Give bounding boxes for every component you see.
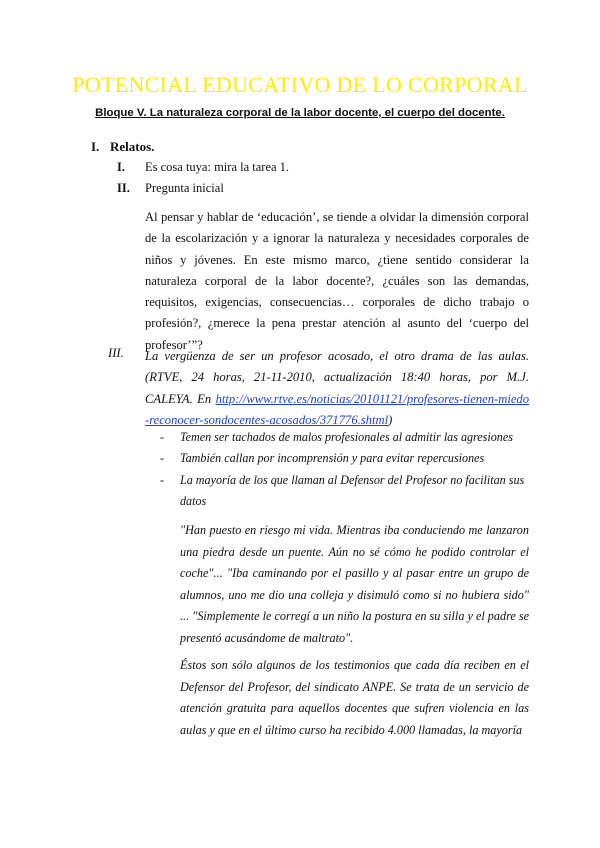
news-reference-text: La vergüenza de ser un profesor acosado, el otro drama de las aulas. (RTVE, 24 horas, 21-11-2010, actualización 18:40 horas, por M.J. CALEYA. En bbox=[145, 349, 529, 406]
news-reference-close: ) bbox=[388, 412, 393, 427]
bullet-marker: - bbox=[160, 472, 165, 487]
section-number: I. bbox=[91, 139, 100, 154]
bullet-marker: - bbox=[160, 430, 165, 444]
bullet-list bbox=[160, 427, 530, 512]
document-subtitle: Bloque V. La naturaleza corporal de la labor docente, el cuerpo del docente. bbox=[95, 107, 505, 119]
testimony-paragraph: Éstos son sólo algunos de los testimonios que cada día reciben en el Defensor del Profesor, del sindicato ANPE. Se trata de un servicio de atención gratuita para aquellos docentes que sufren violencia en las aulas y que en el último curso ha recibido 4.000 llamadas, la mayoría bbox=[180, 658, 529, 737]
bullet-text: La mayoría de los que llaman al Defensor del Profesor no facilitan sus datos bbox=[180, 472, 525, 508]
item-text: Pregunta inicial bbox=[145, 181, 224, 195]
list-item bbox=[160, 427, 530, 448]
section-label: Relatos. bbox=[110, 139, 155, 154]
news-reference bbox=[145, 346, 529, 431]
bullet-text: Temen ser tachados de malos profesionales al admitir las agresiones bbox=[180, 430, 513, 444]
item-number: III. bbox=[108, 346, 124, 360]
item-number: II. bbox=[117, 181, 130, 195]
item-number: I. bbox=[117, 160, 125, 174]
document-title: POTENCIAL EDUCATIVO DE LO CORPORAL bbox=[72, 72, 528, 97]
news-link[interactable]: http://www.rtve.es/noticias/20101121/profesores-tienen-miedo-reconocer-sondocentes-acosados/371776.shtml bbox=[145, 391, 529, 427]
bullet-marker: - bbox=[160, 451, 165, 466]
item-text: Es cosa tuya: mira la tarea 1. bbox=[145, 160, 290, 174]
list-item bbox=[160, 470, 530, 513]
section-heading bbox=[91, 139, 154, 155]
testimony-quote: "Han puesto en riesgo mi vida. Mientras iba conduciendo me lanzaron una piedra desde un puente. Aún no sé cómo he podido controlar el coche"... "Iba caminando por el pasillo y al pasar entre un grupo de alumnos, uno me dio una colleja y disimuló como si no hubiera sido" ... "Simplemente le corregí a un niño la postura en su silla y el padre se presentó acusándome de maltrato". bbox=[180, 523, 529, 645]
bullet-text: También callan por incomprensión y para evitar repercusiones bbox=[180, 451, 485, 466]
list-item bbox=[117, 181, 224, 196]
question-paragraph: Al pensar y hablar de ‘educación’, se tiende a olvidar la dimensión corporal de la escolarización y a ignorar la naturaleza y necesidades corporales de niños y jóvenes. En este mismo marco, ¿tiene sentido considerar la naturaleza corporal de la labor docente?, ¿cuáles son las demandas, requisitos, exigencias, consecuencias… corporales de dicho trabajo o profesión?, ¿merece la pena prestar atención al asunto del ‘cuerpo del profesor’”? bbox=[145, 210, 529, 352]
list-item bbox=[160, 448, 530, 469]
list-item bbox=[117, 160, 289, 175]
